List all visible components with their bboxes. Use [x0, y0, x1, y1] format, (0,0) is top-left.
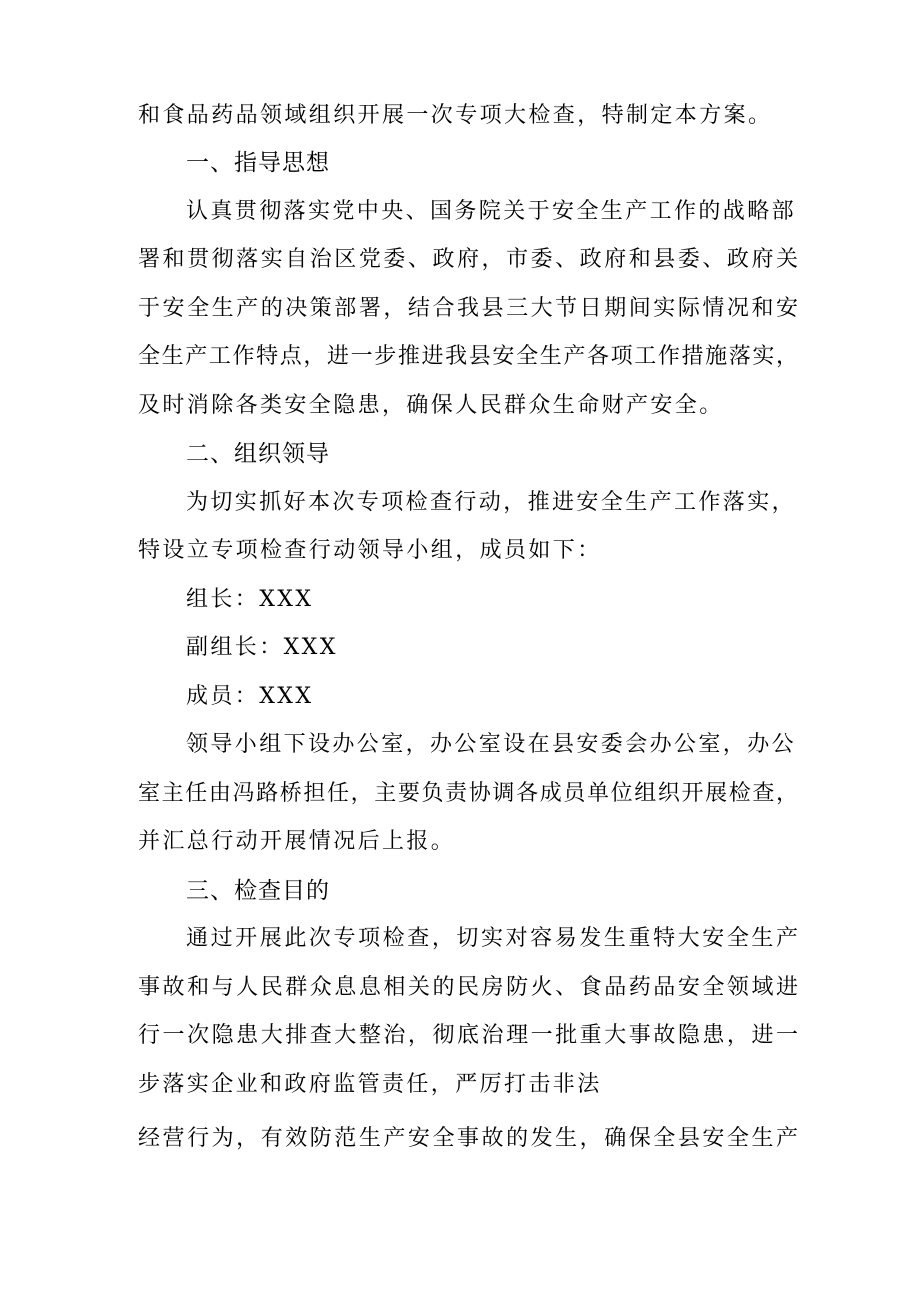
members-line: 成员：XXX	[186, 684, 314, 709]
paragraph-line: 室主任由冯路桥担任，主要负责协调各成员单位组织开展检查，	[138, 781, 798, 806]
leader-line: 组长：XXX	[186, 587, 314, 612]
paragraph-line: 认真贯彻落实党中央、国务院关于安全生产工作的战略部	[186, 199, 797, 224]
paragraph-line: 特设立专项检查行动领导小组，成员如下：	[138, 538, 602, 563]
paragraph-line: 领导小组下设办公室，办公室设在县安委会办公室，办公	[186, 732, 797, 757]
paragraph-line: 并汇总行动开展情况后上报。	[138, 829, 456, 854]
deputy-leader-line: 副组长：XXX	[186, 635, 338, 660]
section-heading-organization-leadership: 二、组织领导	[186, 441, 330, 467]
paragraph-line: 署和贯彻落实自治区党委、政府，市委、政府和县委、政府关	[138, 247, 798, 272]
paragraph-line: 经营行为，有效防范生产安全事故的发生，确保全县安全生产	[138, 1126, 798, 1151]
section-heading-inspection-purpose: 三、检查目的	[186, 878, 330, 904]
paragraph-line: 和食品药品领域组织开展一次专项大检查，特制定本方案。	[138, 103, 773, 128]
paragraph-line: 事故和与人民群众息息相关的民房防火、食品药品安全领域进	[138, 975, 798, 1000]
section-heading-guiding-ideology: 一、指导思想	[186, 150, 330, 176]
paragraph-line: 步落实企业和政府监管责任，严厉打击非法	[138, 1072, 602, 1097]
paragraph-line: 为切实抓好本次专项检查行动，推进安全生产工作落实，	[186, 490, 797, 515]
paragraph-line: 行一次隐患大排查大整治，彻底治理一批重大事故隐患，进一	[138, 1023, 798, 1048]
paragraph-line: 全生产工作特点，进一步推进我县安全生产各项工作措施落实，	[138, 344, 798, 369]
paragraph-line: 于安全生产的决策部署，结合我县三大节日期间实际情况和安	[138, 296, 798, 321]
paragraph-line: 及时消除各类安全隐患，确保人民群众生命财产安全。	[138, 393, 724, 418]
paragraph-line: 通过开展此次专项检查，切实对容易发生重特大安全生产	[186, 926, 798, 951]
